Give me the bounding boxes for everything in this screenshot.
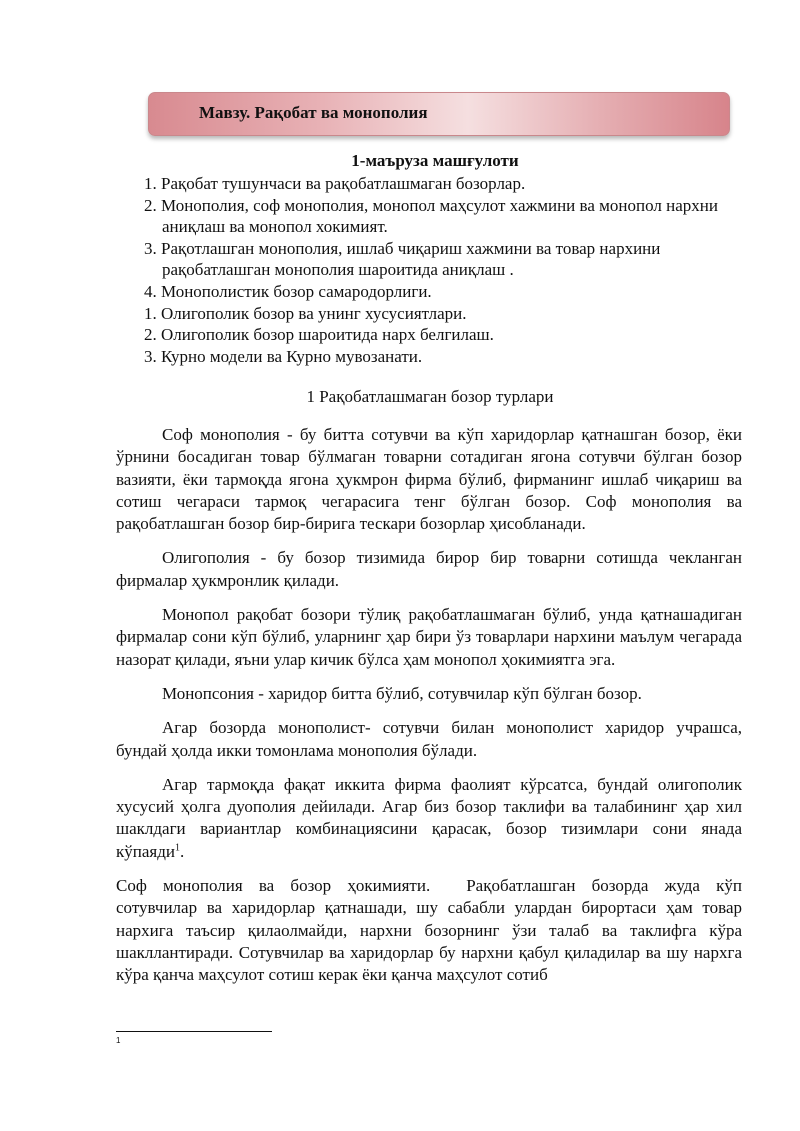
lecture-title: 1-маъруза машғулоти: [351, 151, 519, 170]
footnote-divider: [116, 1031, 272, 1032]
paragraph: Олигополия - бу бозор тизимида бирор бир товарни сотишда чекланган фирмалар ҳукмронлик қилади.: [116, 548, 742, 590]
footnote-number: 1: [116, 1036, 121, 1045]
paragraph: Соф монополия - бу битта сотувчи ва кўп харидорлар қатнашган бозор, ёки ўрнини босадиган товар бўлмаган товарни сотадиган ягона сотувчи бўлган бозор вазияти, ёки тармоқда ягона ҳукмрон фирма бўлиб, фирманинг ишлаб чиқариш ва сотиш чегараси тармоқ чегарасига тенг бўлган бозор. Соф монополия ва рақобатлашган бозор бир-бирига тескари бозорлар ҳисобланади.: [116, 425, 742, 534]
outline-item: 4. Монополистик бозор самародорлиги.: [144, 281, 432, 301]
outline-item: 2. Монополия, соф монополия, монопол маҳсулот хажмини ва монопол нархни аниқлаш ва монопол хокимият.: [144, 195, 718, 237]
body-text: [116, 424, 742, 999]
outline-item: 3. Рақотлашган монополия, ишлаб чиқариш хажмини ва товар нархини рақобатлашган монополия шароитида аниқлаш .: [144, 238, 661, 280]
paragraph-text: Агар тармоқда фақат иккита фирма фаолият кўрсатса, бундай олигополик хусусий ҳолга дуополия дейилади. Агар биз бозор таклифи ва талабининг ҳар хил шаклдаги вариантлар комбинациясини қарасак, бозор тизимлари сони янада кўпаяди: [116, 774, 742, 861]
footnote-reference[interactable]: 1: [174, 842, 180, 854]
outline-item: 2. Олигополик бозор шароитида нарх белгилаш.: [144, 325, 494, 345]
topic-banner: [148, 92, 730, 136]
paragraph-lead: Соф монополия ва бозор ҳокимияти.: [116, 876, 431, 896]
paragraph: Монопсония - харидор битта бўлиб, сотувчилар кўп бўлган бозор.: [162, 683, 642, 703]
section-heading: 1 Рақобатлашмаган бозор турлари: [306, 387, 554, 406]
outline-item: 1. Рақобат тушунчаси ва рақобатлашмаган бозорлар.: [144, 174, 526, 193]
paragraph-with-footnote: Агар тармоқда фақат иккита фирма фаолият кўрсатса, бундай олигополик хусусий ҳолга дуополия дейилади. Агар биз бозор таклифи ва талабининг ҳар хил шаклдаги вариантлар комбинациясини қарасак, бозор тизимлари сони янада кўпаяди$^1$.: [116, 774, 742, 861]
paragraph: Монопол рақобат бозори тўлиқ рақобатлашмаган бўлиб, унда қатнашадиган фирмалар сони кўп бўлиб, уларнинг ҳар бири ўз товарлари нархини маълум чегарада назорат қилади, яъни улар кичик бўлса ҳам монопол ҳокимиятга эга.: [116, 605, 742, 669]
outline-item: 3. Курно модели ва Курно мувозанати.: [144, 346, 423, 366]
topic-title: Мавзу. Рақобат ва монополия: [199, 103, 428, 122]
paragraph: Агар бозорда монополист- сотувчи билан монополист харидор учрашса, бундай ҳолда икки томонлама монополия бўлади.: [116, 718, 742, 760]
paragraph-text: Рақобатлашган бозорда жуда кўп сотувчилар ва харидорлар қатнашади, шу сабабли улардан бирортаси ҳам товар нархига таъсир қилаолмайди, нархни бозорнинг ўзи талаб ва таклифга кўра шакллантиради. Сотувчилар ва харидорлар бу нархни қабул қиладилар ва шу нархга кўра қанча маҳсулот сотиш керак ёки қанча маҳсулот сотиб: [116, 876, 743, 985]
paragraph: [116, 875, 742, 986]
topic-outline: [144, 173, 744, 367]
outline-item: 1. Олигополик бозор ва унинг хусусиятлари.: [144, 303, 467, 323]
